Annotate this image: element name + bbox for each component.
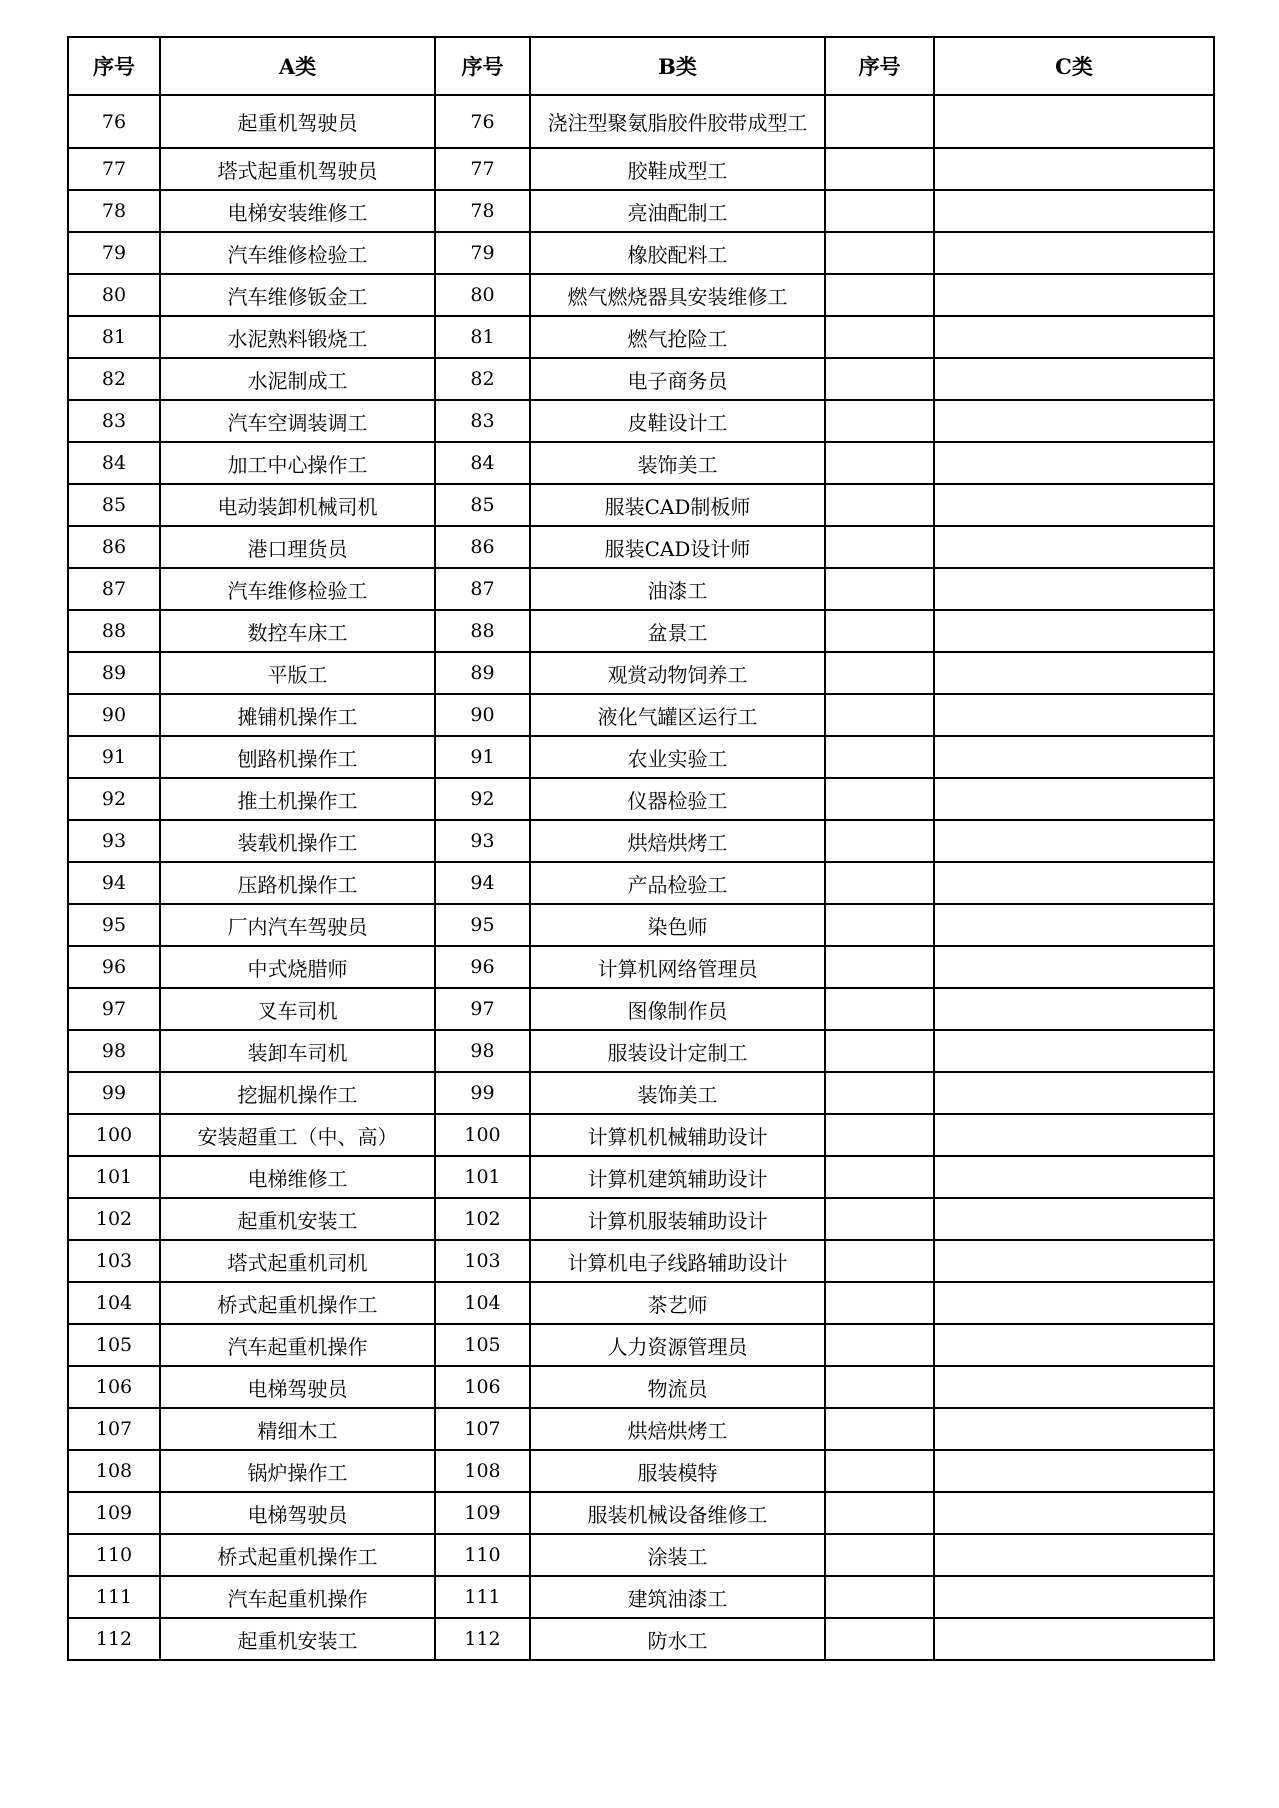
c-serial-cell [825,568,934,610]
b-category-cell: 皮鞋设计工 [530,400,825,442]
c-serial-cell [825,442,934,484]
b-serial-cell: 104 [435,1282,530,1324]
c-category-cell [934,95,1214,148]
table-row [68,358,1214,400]
header-b-serial: 序号 [435,37,530,95]
table-row [68,778,1214,820]
table-row [68,1576,1214,1618]
a-category-cell: 叉车司机 [160,988,435,1030]
a-category-cell: 港口理货员 [160,526,435,568]
b-serial-cell: 96 [435,946,530,988]
c-category-cell [934,1072,1214,1114]
a-category-cell: 起重机安装工 [160,1618,435,1660]
a-category-cell: 电动装卸机械司机 [160,484,435,526]
c-category-cell [934,148,1214,190]
c-serial-cell [825,1492,934,1534]
a-category-cell: 汽车起重机操作 [160,1324,435,1366]
a-serial-cell: 98 [68,1030,160,1072]
c-serial-cell [825,946,934,988]
b-category-cell: 油漆工 [530,568,825,610]
b-serial-cell: 90 [435,694,530,736]
table-header [68,37,1214,95]
a-category-cell: 推土机操作工 [160,778,435,820]
b-category-cell: 橡胶配料工 [530,232,825,274]
table-row [68,526,1214,568]
table-row [68,1534,1214,1576]
a-serial-cell: 106 [68,1366,160,1408]
table-row [68,1156,1214,1198]
a-category-cell: 桥式起重机操作工 [160,1534,435,1576]
b-serial-cell: 105 [435,1324,530,1366]
occupation-table [67,36,1215,1661]
a-serial-cell: 104 [68,1282,160,1324]
a-serial-cell: 102 [68,1198,160,1240]
c-serial-cell [825,148,934,190]
a-serial-cell: 93 [68,820,160,862]
a-category-cell: 汽车空调装调工 [160,400,435,442]
a-category-cell: 精细木工 [160,1408,435,1450]
b-serial-cell: 82 [435,358,530,400]
b-category-cell: 计算机网络管理员 [530,946,825,988]
b-category-cell: 烘焙烘烤工 [530,1408,825,1450]
b-category-cell: 服装机械设备维修工 [530,1492,825,1534]
a-serial-cell: 92 [68,778,160,820]
table-row [68,232,1214,274]
c-serial-cell [825,526,934,568]
a-category-cell: 装卸车司机 [160,1030,435,1072]
c-category-cell [934,1366,1214,1408]
table-row [68,988,1214,1030]
b-category-cell: 染色师 [530,904,825,946]
table-row [68,610,1214,652]
c-serial-cell [825,1240,934,1282]
c-serial-cell [825,1450,934,1492]
a-serial-cell: 82 [68,358,160,400]
a-category-cell: 挖掘机操作工 [160,1072,435,1114]
b-serial-cell: 111 [435,1576,530,1618]
a-category-cell: 起重机安装工 [160,1198,435,1240]
a-serial-cell: 100 [68,1114,160,1156]
c-category-cell [934,316,1214,358]
table-row [68,484,1214,526]
a-category-cell: 电梯驾驶员 [160,1366,435,1408]
b-serial-cell: 85 [435,484,530,526]
b-category-cell: 装饰美工 [530,1072,825,1114]
a-category-cell: 电梯驾驶员 [160,1492,435,1534]
a-serial-cell: 96 [68,946,160,988]
b-serial-cell: 80 [435,274,530,316]
a-category-cell: 锅炉操作工 [160,1450,435,1492]
a-category-cell: 厂内汽车驾驶员 [160,904,435,946]
c-serial-cell [825,1618,934,1660]
c-serial-cell [825,1030,934,1072]
b-serial-cell: 81 [435,316,530,358]
a-category-cell: 汽车维修检验工 [160,232,435,274]
b-serial-cell: 79 [435,232,530,274]
b-serial-cell: 92 [435,778,530,820]
c-serial-cell [825,652,934,694]
b-serial-cell: 100 [435,1114,530,1156]
c-category-cell [934,526,1214,568]
table-row [68,904,1214,946]
table-row [68,1072,1214,1114]
table-row [68,274,1214,316]
b-category-cell: 液化气罐区运行工 [530,694,825,736]
a-serial-cell: 87 [68,568,160,610]
c-serial-cell [825,358,934,400]
a-serial-cell: 76 [68,95,160,148]
b-category-cell: 农业实验工 [530,736,825,778]
a-category-cell: 汽车起重机操作 [160,1576,435,1618]
b-category-cell: 图像制作员 [530,988,825,1030]
b-serial-cell: 108 [435,1450,530,1492]
c-category-cell [934,1030,1214,1072]
c-category-cell [934,1618,1214,1660]
b-serial-cell: 106 [435,1366,530,1408]
c-serial-cell [825,820,934,862]
a-serial-cell: 97 [68,988,160,1030]
table-row [68,736,1214,778]
a-category-cell: 装载机操作工 [160,820,435,862]
a-category-cell: 数控车床工 [160,610,435,652]
b-category-cell: 电子商务员 [530,358,825,400]
header-a-serial: 序号 [68,37,160,95]
a-category-cell: 塔式起重机驾驶员 [160,148,435,190]
table-row [68,1408,1214,1450]
c-serial-cell [825,1366,934,1408]
b-category-cell: 服装模特 [530,1450,825,1492]
c-category-cell [934,694,1214,736]
a-serial-cell: 77 [68,148,160,190]
b-category-cell: 产品检验工 [530,862,825,904]
c-category-cell [934,442,1214,484]
a-serial-cell: 95 [68,904,160,946]
c-serial-cell [825,1282,934,1324]
b-category-cell: 服装设计定制工 [530,1030,825,1072]
b-category-cell: 胶鞋成型工 [530,148,825,190]
a-serial-cell: 78 [68,190,160,232]
a-category-cell: 安装超重工（中、高） [160,1114,435,1156]
c-category-cell [934,946,1214,988]
b-serial-cell: 87 [435,568,530,610]
b-category-cell: 装饰美工 [530,442,825,484]
a-category-cell: 平版工 [160,652,435,694]
c-serial-cell [825,190,934,232]
table-row [68,1114,1214,1156]
c-serial-cell [825,988,934,1030]
c-category-cell [934,1576,1214,1618]
a-serial-cell: 109 [68,1492,160,1534]
b-serial-cell: 110 [435,1534,530,1576]
b-serial-cell: 107 [435,1408,530,1450]
a-category-cell: 电梯安装维修工 [160,190,435,232]
c-serial-cell [825,400,934,442]
a-category-cell: 压路机操作工 [160,862,435,904]
b-category-cell: 仪器检验工 [530,778,825,820]
c-category-cell [934,1492,1214,1534]
table-row [68,1492,1214,1534]
header-b-category: B类 [530,37,825,95]
c-category-cell [934,610,1214,652]
a-serial-cell: 91 [68,736,160,778]
table-body [68,95,1214,1660]
c-serial-cell [825,778,934,820]
table-row [68,400,1214,442]
b-serial-cell: 97 [435,988,530,1030]
c-category-cell [934,1198,1214,1240]
b-serial-cell: 91 [435,736,530,778]
b-serial-cell: 76 [435,95,530,148]
b-category-cell: 盆景工 [530,610,825,652]
a-serial-cell: 108 [68,1450,160,1492]
table-row [68,568,1214,610]
c-serial-cell [825,1072,934,1114]
c-category-cell [934,820,1214,862]
b-category-cell: 服装CAD制板师 [530,484,825,526]
table-row [68,190,1214,232]
b-serial-cell: 89 [435,652,530,694]
a-category-cell: 起重机驾驶员 [160,95,435,148]
b-serial-cell: 112 [435,1618,530,1660]
c-category-cell [934,484,1214,526]
table-row [68,442,1214,484]
a-category-cell: 桥式起重机操作工 [160,1282,435,1324]
header-c-category: C类 [934,37,1214,95]
a-category-cell: 水泥制成工 [160,358,435,400]
b-serial-cell: 77 [435,148,530,190]
b-category-cell: 燃气燃烧器具安装维修工 [530,274,825,316]
c-category-cell [934,190,1214,232]
header-a-category: A类 [160,37,435,95]
a-serial-cell: 80 [68,274,160,316]
b-category-cell: 计算机建筑辅助设计 [530,1156,825,1198]
a-serial-cell: 94 [68,862,160,904]
b-serial-cell: 102 [435,1198,530,1240]
c-serial-cell [825,736,934,778]
table-row [68,946,1214,988]
c-category-cell [934,1114,1214,1156]
c-category-cell [934,568,1214,610]
b-category-cell: 服装CAD设计师 [530,526,825,568]
table-row [68,1324,1214,1366]
table-row [68,316,1214,358]
a-category-cell: 水泥熟料锻烧工 [160,316,435,358]
a-serial-cell: 101 [68,1156,160,1198]
a-serial-cell: 85 [68,484,160,526]
a-serial-cell: 99 [68,1072,160,1114]
a-serial-cell: 89 [68,652,160,694]
a-serial-cell: 111 [68,1576,160,1618]
a-serial-cell: 88 [68,610,160,652]
c-serial-cell [825,484,934,526]
a-category-cell: 摊铺机操作工 [160,694,435,736]
c-serial-cell [825,1324,934,1366]
c-category-cell [934,1324,1214,1366]
a-category-cell: 电梯维修工 [160,1156,435,1198]
b-serial-cell: 99 [435,1072,530,1114]
a-category-cell: 中式烧腊师 [160,946,435,988]
b-serial-cell: 98 [435,1030,530,1072]
c-category-cell [934,1156,1214,1198]
c-category-cell [934,400,1214,442]
b-serial-cell: 101 [435,1156,530,1198]
a-category-cell: 刨路机操作工 [160,736,435,778]
c-category-cell [934,1240,1214,1282]
b-category-cell: 防水工 [530,1618,825,1660]
c-serial-cell [825,1156,934,1198]
c-serial-cell [825,232,934,274]
b-category-cell: 物流员 [530,1366,825,1408]
c-category-cell [934,1282,1214,1324]
table-row [68,1618,1214,1660]
a-serial-cell: 90 [68,694,160,736]
table-row [68,1450,1214,1492]
table-row [68,862,1214,904]
c-category-cell [934,1408,1214,1450]
a-category-cell: 汽车维修检验工 [160,568,435,610]
a-serial-cell: 79 [68,232,160,274]
c-category-cell [934,652,1214,694]
a-serial-cell: 105 [68,1324,160,1366]
a-serial-cell: 110 [68,1534,160,1576]
b-serial-cell: 95 [435,904,530,946]
table-row [68,95,1214,148]
b-serial-cell: 109 [435,1492,530,1534]
a-serial-cell: 86 [68,526,160,568]
c-serial-cell [825,862,934,904]
b-serial-cell: 88 [435,610,530,652]
table-row [68,1198,1214,1240]
table-row [68,1366,1214,1408]
c-serial-cell [825,694,934,736]
a-serial-cell: 83 [68,400,160,442]
b-serial-cell: 93 [435,820,530,862]
c-category-cell [934,778,1214,820]
c-serial-cell [825,95,934,148]
b-category-cell: 建筑油漆工 [530,1576,825,1618]
b-category-cell: 茶艺师 [530,1282,825,1324]
a-category-cell: 塔式起重机司机 [160,1240,435,1282]
c-category-cell [934,1534,1214,1576]
b-serial-cell: 94 [435,862,530,904]
a-category-cell: 汽车维修钣金工 [160,274,435,316]
a-serial-cell: 103 [68,1240,160,1282]
b-category-cell: 计算机机械辅助设计 [530,1114,825,1156]
b-category-cell: 计算机电子线路辅助设计 [530,1240,825,1282]
a-serial-cell: 112 [68,1618,160,1660]
c-category-cell [934,988,1214,1030]
c-serial-cell [825,316,934,358]
b-serial-cell: 78 [435,190,530,232]
b-serial-cell: 83 [435,400,530,442]
table-row [68,148,1214,190]
c-serial-cell [825,1114,934,1156]
a-category-cell: 加工中心操作工 [160,442,435,484]
b-serial-cell: 103 [435,1240,530,1282]
c-serial-cell [825,274,934,316]
table-row [68,694,1214,736]
c-serial-cell [825,904,934,946]
b-serial-cell: 86 [435,526,530,568]
b-category-cell: 计算机服装辅助设计 [530,1198,825,1240]
b-category-cell: 观赏动物饲养工 [530,652,825,694]
b-category-cell: 燃气抢险工 [530,316,825,358]
b-serial-cell: 84 [435,442,530,484]
c-category-cell [934,736,1214,778]
table-row [68,820,1214,862]
header-c-serial: 序号 [825,37,934,95]
c-category-cell [934,1450,1214,1492]
a-serial-cell: 107 [68,1408,160,1450]
a-serial-cell: 81 [68,316,160,358]
c-serial-cell [825,1198,934,1240]
c-serial-cell [825,1576,934,1618]
c-category-cell [934,274,1214,316]
b-category-cell: 亮油配制工 [530,190,825,232]
c-serial-cell [825,610,934,652]
c-category-cell [934,232,1214,274]
b-category-cell: 烘焙烘烤工 [530,820,825,862]
table-row [68,652,1214,694]
table-row [68,1282,1214,1324]
table-row [68,1240,1214,1282]
table-row [68,1030,1214,1072]
c-serial-cell [825,1534,934,1576]
c-category-cell [934,904,1214,946]
c-category-cell [934,862,1214,904]
a-serial-cell: 84 [68,442,160,484]
b-category-cell: 人力资源管理员 [530,1324,825,1366]
b-category-cell: 涂装工 [530,1534,825,1576]
c-serial-cell [825,1408,934,1450]
c-category-cell [934,358,1214,400]
b-category-cell: 浇注型聚氨脂胶件胶带成型工 [530,95,825,148]
header-row [68,37,1214,95]
